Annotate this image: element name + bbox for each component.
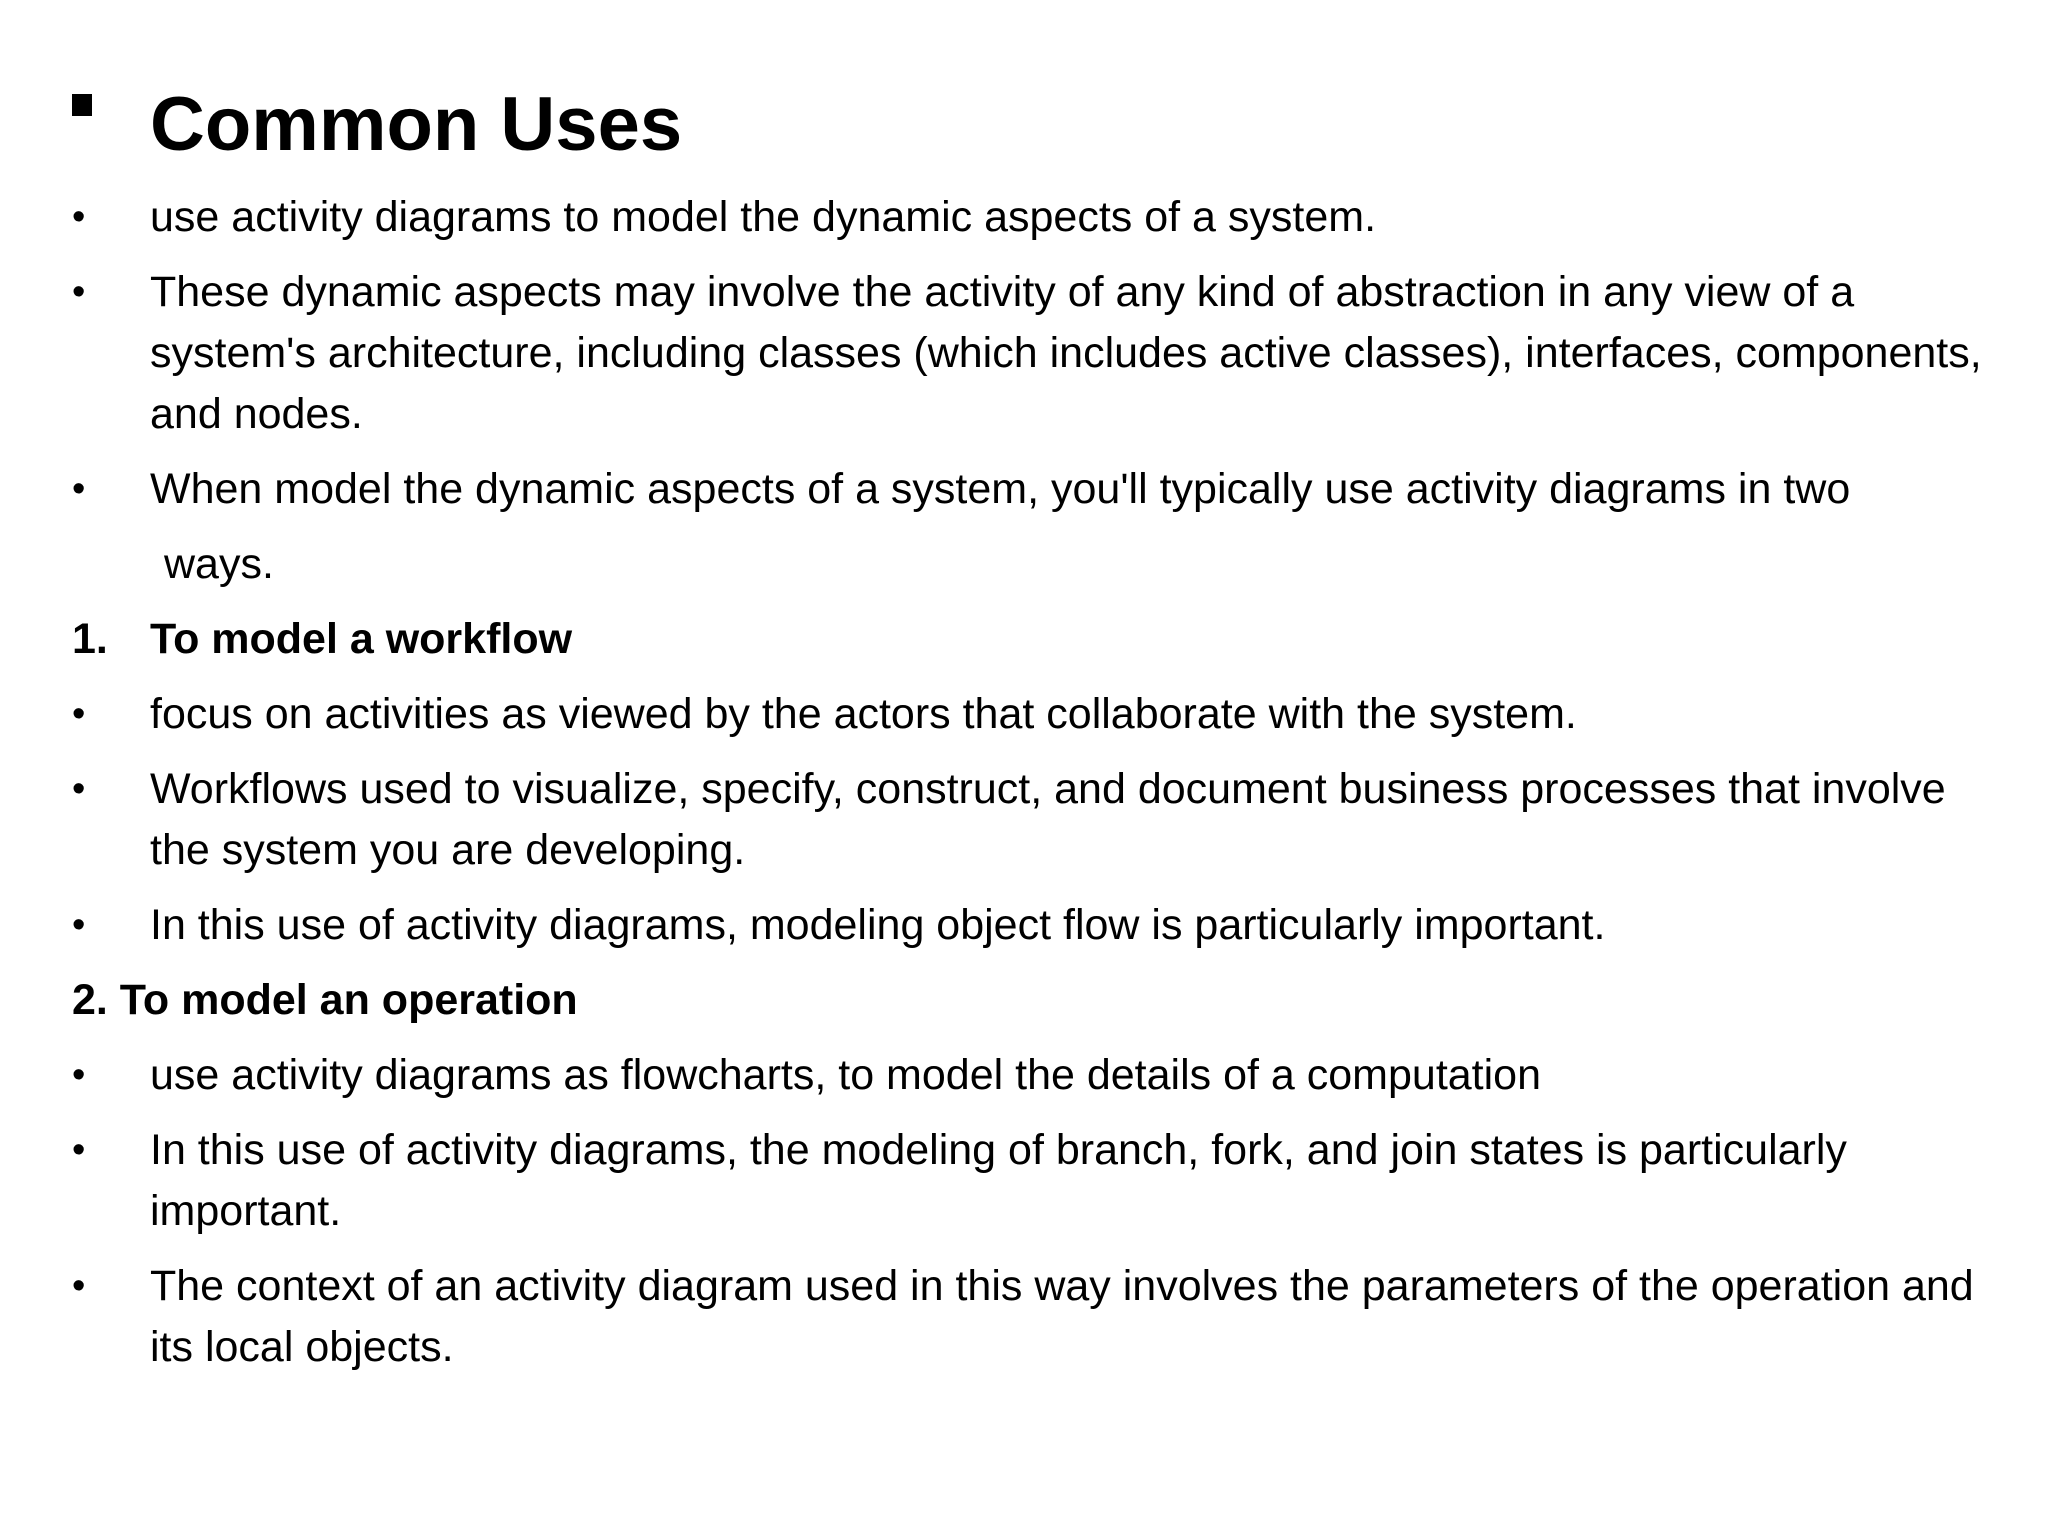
bullet-marker: •: [72, 693, 86, 735]
list-item: [72, 895, 2002, 956]
list-item-text: focus on activities as viewed by the actors that collaborate with the system.: [150, 690, 1577, 738]
list-item: [72, 262, 2002, 445]
bullet-marker: •: [72, 468, 86, 510]
section-heading-text: To model a workflow: [150, 615, 573, 663]
slide-title: Common Uses: [150, 82, 683, 167]
bullet-marker: •: [72, 1054, 86, 1096]
bullet-marker: •: [72, 1265, 86, 1307]
bullet-marker: •: [72, 271, 86, 313]
list-item-text: use activity diagrams to model the dynamic aspects of a system.: [150, 193, 1377, 241]
list-item: [72, 459, 2002, 520]
list-item-text: In this use of activity diagrams, the modeling of branch, fork, and join states is particularly important.: [150, 1126, 1847, 1235]
section-heading-workflow: [72, 609, 2002, 670]
list-item-text: use activity diagrams as flowcharts, to model the details of a computation: [150, 1051, 1542, 1099]
list-item: [72, 534, 2002, 595]
list-item-text: These dynamic aspects may involve the activity of any kind of abstraction in any view of a system's architecture, including classes (which includes active classes), interfaces, components, and nodes.: [150, 268, 1982, 438]
list-item-text: When model the dynamic aspects of a system, you'll typically use activity diagrams in two: [150, 465, 1851, 513]
bullet-list: [72, 187, 2002, 1392]
list-item: [72, 759, 2002, 881]
section-heading-operation: [72, 970, 2002, 1031]
list-item-text: Workflows used to visualize, specify, construct, and document business processes that involve the system you are developing.: [150, 765, 1946, 874]
list-item: [72, 187, 2002, 248]
title-row: [72, 70, 683, 180]
bullet-marker: •: [72, 768, 86, 810]
list-item-text: ways.: [164, 540, 274, 588]
list-item: [72, 1256, 2002, 1378]
list-item: [72, 1120, 2002, 1242]
bullet-marker: •: [72, 904, 86, 946]
bullet-marker: •: [72, 196, 86, 238]
bullet-marker: •: [72, 1129, 86, 1171]
section-heading-text: 2. To model an operation: [72, 976, 578, 1024]
square-bullet-icon: [72, 94, 92, 116]
list-item: [72, 1045, 2002, 1106]
number-marker: 1.: [72, 615, 108, 663]
list-item-text: The context of an activity diagram used in this way involves the parameters of the operation and its local objects.: [150, 1262, 1974, 1371]
list-item: [72, 684, 2002, 745]
list-item-text: In this use of activity diagrams, modeling object flow is particularly important.: [150, 901, 1606, 949]
